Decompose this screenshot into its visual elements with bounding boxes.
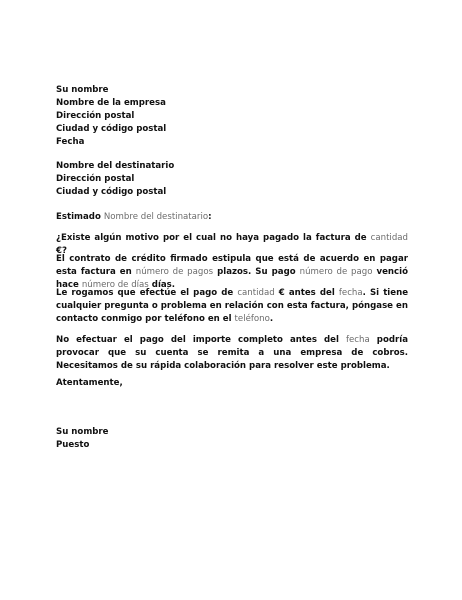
sender-company: Nombre de la empresa — [56, 98, 166, 108]
recipient-block — [56, 160, 408, 199]
p2-num-days-placeholder: número de días — [81, 280, 149, 290]
paragraph-4 — [56, 334, 408, 373]
p3-date-placeholder: fecha — [338, 288, 363, 298]
p2-payment-num-placeholder: número de pago — [299, 267, 373, 277]
p4-text-end: podría provocar que su cuenta se remita a una empresa de cobros. Necesitamos de su rápida colaboración para resolver este problema. — [56, 335, 408, 371]
sender-name: Su nombre — [56, 85, 109, 95]
p3-text-3: . Si tiene cualquier pregunta o problema en relación con esta factura, póngase en contacto conmigo por teléfono en el — [56, 288, 409, 324]
signature-block — [56, 426, 408, 452]
greeting-recipient-placeholder: Nombre del destinatario — [103, 212, 209, 222]
p1-text: ¿Existe algún motivo por el cual no haya pagado la factura de — [56, 233, 371, 243]
letter-date: Fecha — [56, 137, 85, 147]
recipient-city-zip: Ciudad y código postal — [56, 187, 167, 197]
p3-text-end: . — [269, 314, 274, 324]
p3-phone-placeholder: teléfono — [234, 314, 270, 324]
p2-text: El contrato de crédito firmado estipula que está de acuerdo en pagar esta factura en — [56, 254, 408, 277]
p1-amount-placeholder: cantidad — [370, 233, 408, 243]
p2-text-2: plazos. Su pago — [213, 267, 300, 277]
greeting-suffix: : — [208, 212, 212, 222]
greeting — [56, 211, 408, 224]
sender-city-zip: Ciudad y código postal — [56, 124, 167, 134]
recipient-name: Nombre del destinatario — [56, 161, 175, 171]
p4-text: No efectuar el pago del importe completo antes del — [56, 335, 346, 345]
sender-block — [56, 84, 408, 149]
p1-text-end: €? — [56, 246, 67, 256]
sender-address: Dirección postal — [56, 111, 135, 121]
p2-num-payments-placeholder: número de pagos — [135, 267, 214, 277]
paragraph-3 — [56, 287, 408, 326]
signature-title: Puesto — [56, 440, 90, 450]
p3-text: Le rogamos que efectúe el pago de — [56, 288, 238, 298]
closing — [56, 377, 408, 390]
greeting-prefix: Estimado — [56, 212, 101, 222]
p2-text-3: venció hace — [56, 267, 408, 290]
recipient-address: Dirección postal — [56, 174, 135, 184]
p3-text-2: € antes del — [274, 288, 339, 298]
p3-amount-placeholder: cantidad — [237, 288, 275, 298]
p4-date-placeholder: fecha — [345, 335, 370, 345]
p2-text-end: días. — [148, 280, 176, 290]
signature-name: Su nombre — [56, 427, 109, 437]
closing-text: Atentamente, — [56, 378, 123, 388]
